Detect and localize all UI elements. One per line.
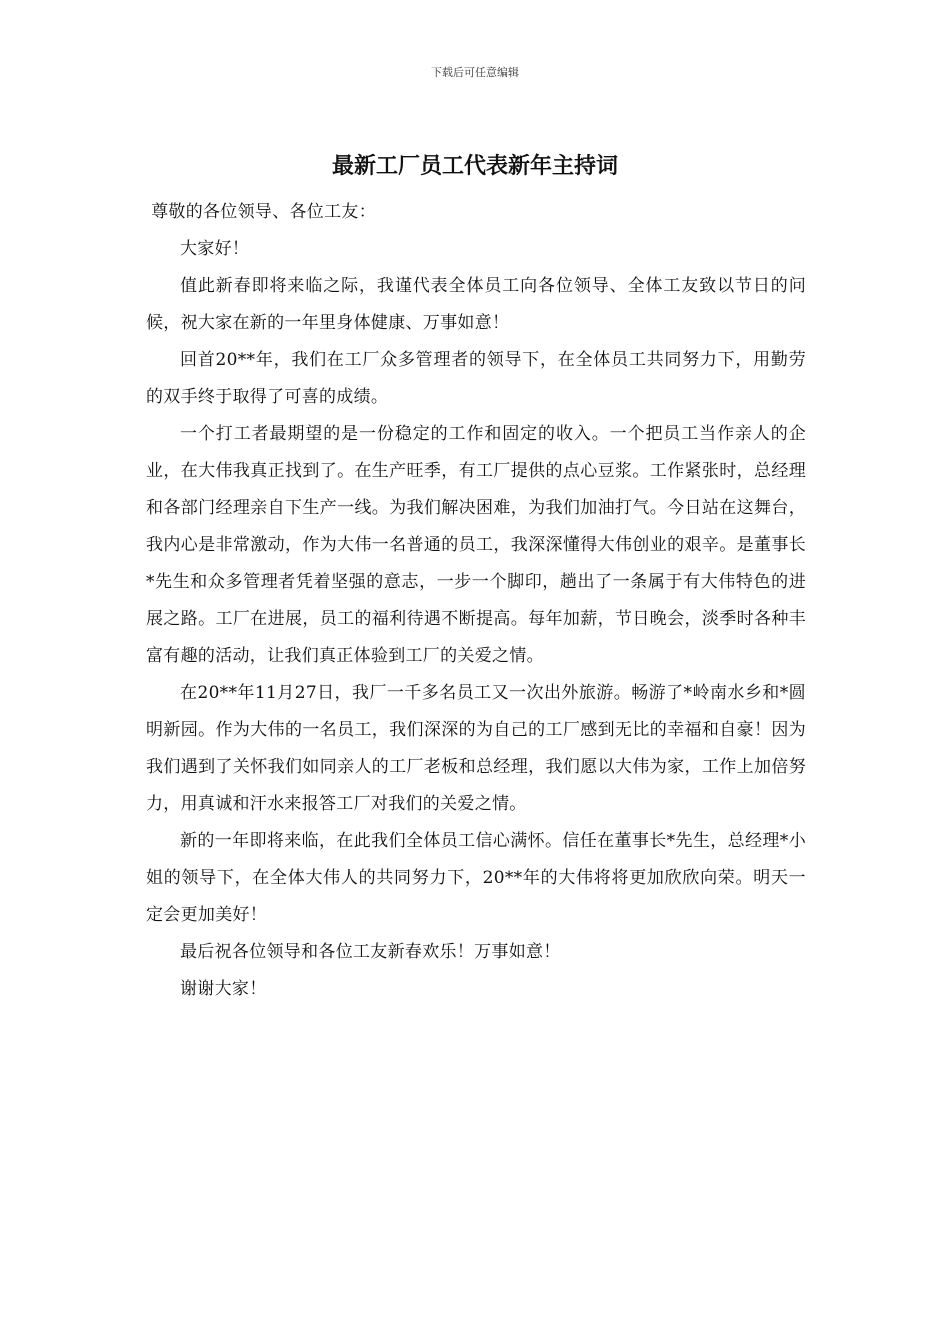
paragraph: 回首20**年，我们在工厂众多管理者的领导下，在全体员工共同努力下，用勤劳的双手终于取得了可喜的成绩。 (146, 350, 806, 407)
document-title: 最新工厂员工代表新年主持词 (331, 153, 618, 179)
paragraph: 在20**年11月27日，我厂一千多名员工又一次出外旅游。畅游了*岭南水乡和*圆明新园。作为大伟的一名员工，我们深深的为自己的工厂感到无比的幸福和自豪！因为我们遇到了关怀我们如同亲人的工厂老板和总经理，我们愿以大伟为家，工作上加倍努力，用真诚和汗水来报答工厂对我们的关爱之情。 (146, 683, 806, 814)
paragraph: 值此新春即将来临之际，我谨代表全体员工向各位领导、全体工友致以节日的问候，祝大家在新的一年里身体健康、万事如意！ (146, 276, 806, 333)
paragraph: 新的一年即将来临，在此我们全体员工信心满怀。信任在董事长*先生，总经理*小姐的领导下，在全体大伟人的共同努力下，20**年的大伟将将更加欣欣向荣。明天一定会更加美好！ (146, 831, 806, 925)
paragraph-greeting: 大家好！ (180, 239, 250, 259)
paragraph-thanks: 谢谢大家！ (180, 979, 267, 999)
document-body (146, 194, 806, 1008)
salutation: 尊敬的各位领导、各位工友： (151, 202, 376, 222)
page-header-note: 下载后可任意编辑 (431, 66, 519, 79)
paragraph: 一个打工者最期望的是一份稳定的工作和固定的收入。一个把员工当作亲人的企业，在大伟我真正找到了。在生产旺季，有工厂提供的点心豆浆。工作紧张时，总经理和各部门经理亲自下生产一线。为我们解决困难，为我们加油打气。今日站在这舞台，我内心是非常激动，作为大伟一名普通的员工，我深深懂得大伟创业的艰辛。是董事长*先生和众多管理者凭着坚强的意志，一步一个脚印，趟出了一条属于有大伟特色的进展之路。工厂在进展，员工的福利待遇不断提高。每年加薪，节日晚会，淡季时各种丰富有趣的活动，让我们真正体验到工厂的关爱之情。 (146, 424, 806, 666)
paragraph-closing-wish: 最后祝各位领导和各位工友新春欢乐！万事如意！ (180, 942, 561, 962)
